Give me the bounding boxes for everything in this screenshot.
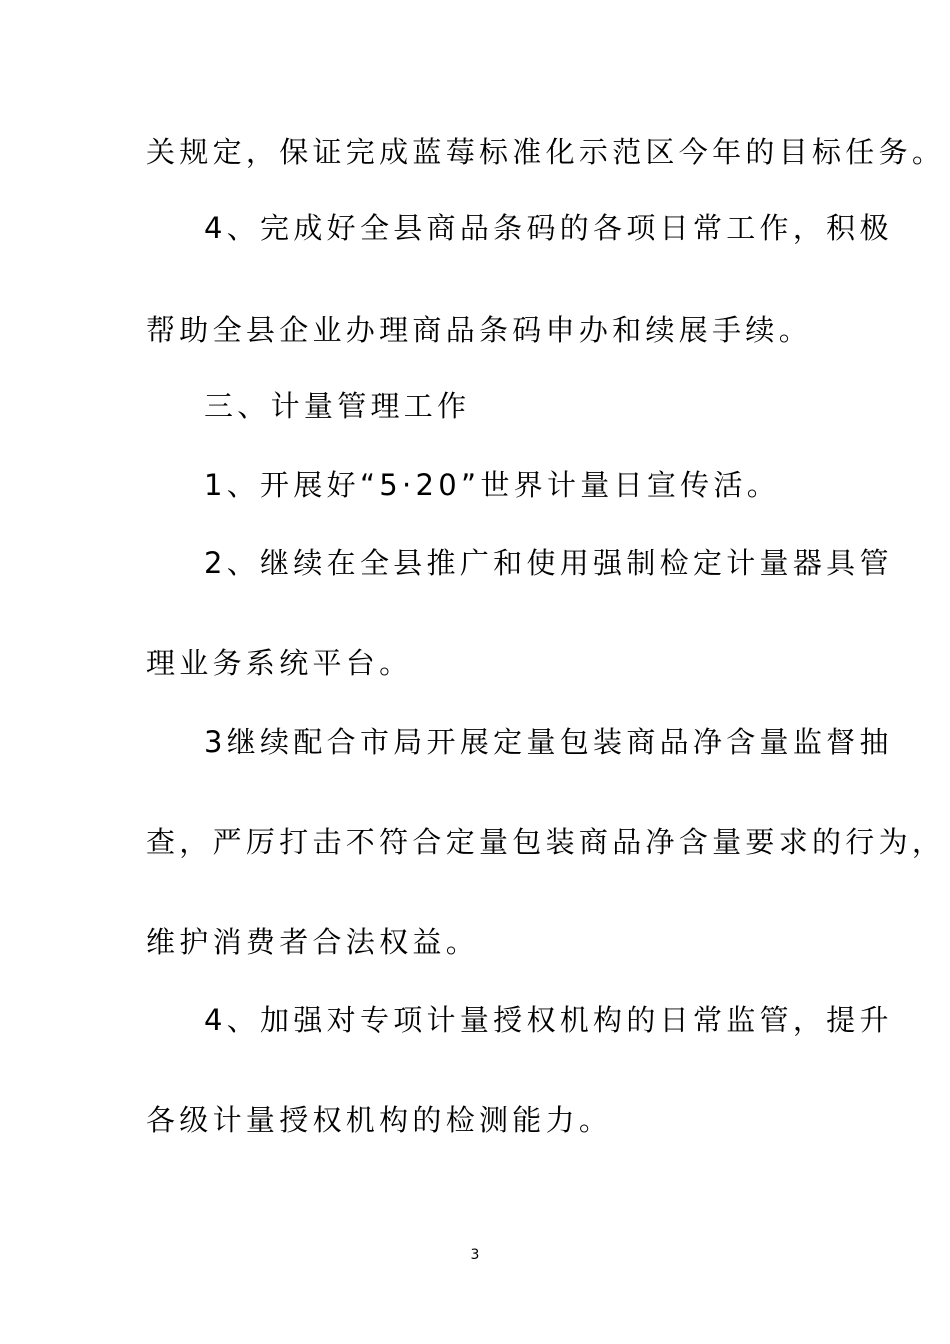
paragraph-line: 维护消费者合法权益。 [146, 925, 480, 959]
paragraph-line: 理业务系统平台。 [146, 646, 413, 680]
paragraph-line: 4、完成好全县商品条码的各项日常工作，积极 [204, 211, 893, 245]
section-heading: 三、计量管理工作 [204, 389, 471, 423]
paragraph-line: 3继续配合市局开展定量包装商品净含量监督抽 [204, 725, 893, 759]
paragraph-line: 帮助全县企业办理商品条码申办和续展手续。 [146, 313, 813, 347]
paragraph-line: 1、开展好“5·20”世界计量日宣传活。 [204, 468, 781, 502]
paragraph-line: 4、加强对专项计量授权机构的日常监管，提升 [204, 1003, 893, 1037]
paragraph-line: 关规定，保证完成蓝莓标准化示范区今年的目标任务。 [146, 135, 946, 169]
paragraph-line: 2、继续在全县推广和使用强制检定计量器具管 [204, 546, 893, 580]
paragraph-line: 各级计量授权机构的检测能力。 [146, 1103, 613, 1137]
paragraph-line: 查，严厉打击不符合定量包装商品净含量要求的行为， [146, 825, 946, 859]
page-number: 3 [470, 1247, 480, 1263]
